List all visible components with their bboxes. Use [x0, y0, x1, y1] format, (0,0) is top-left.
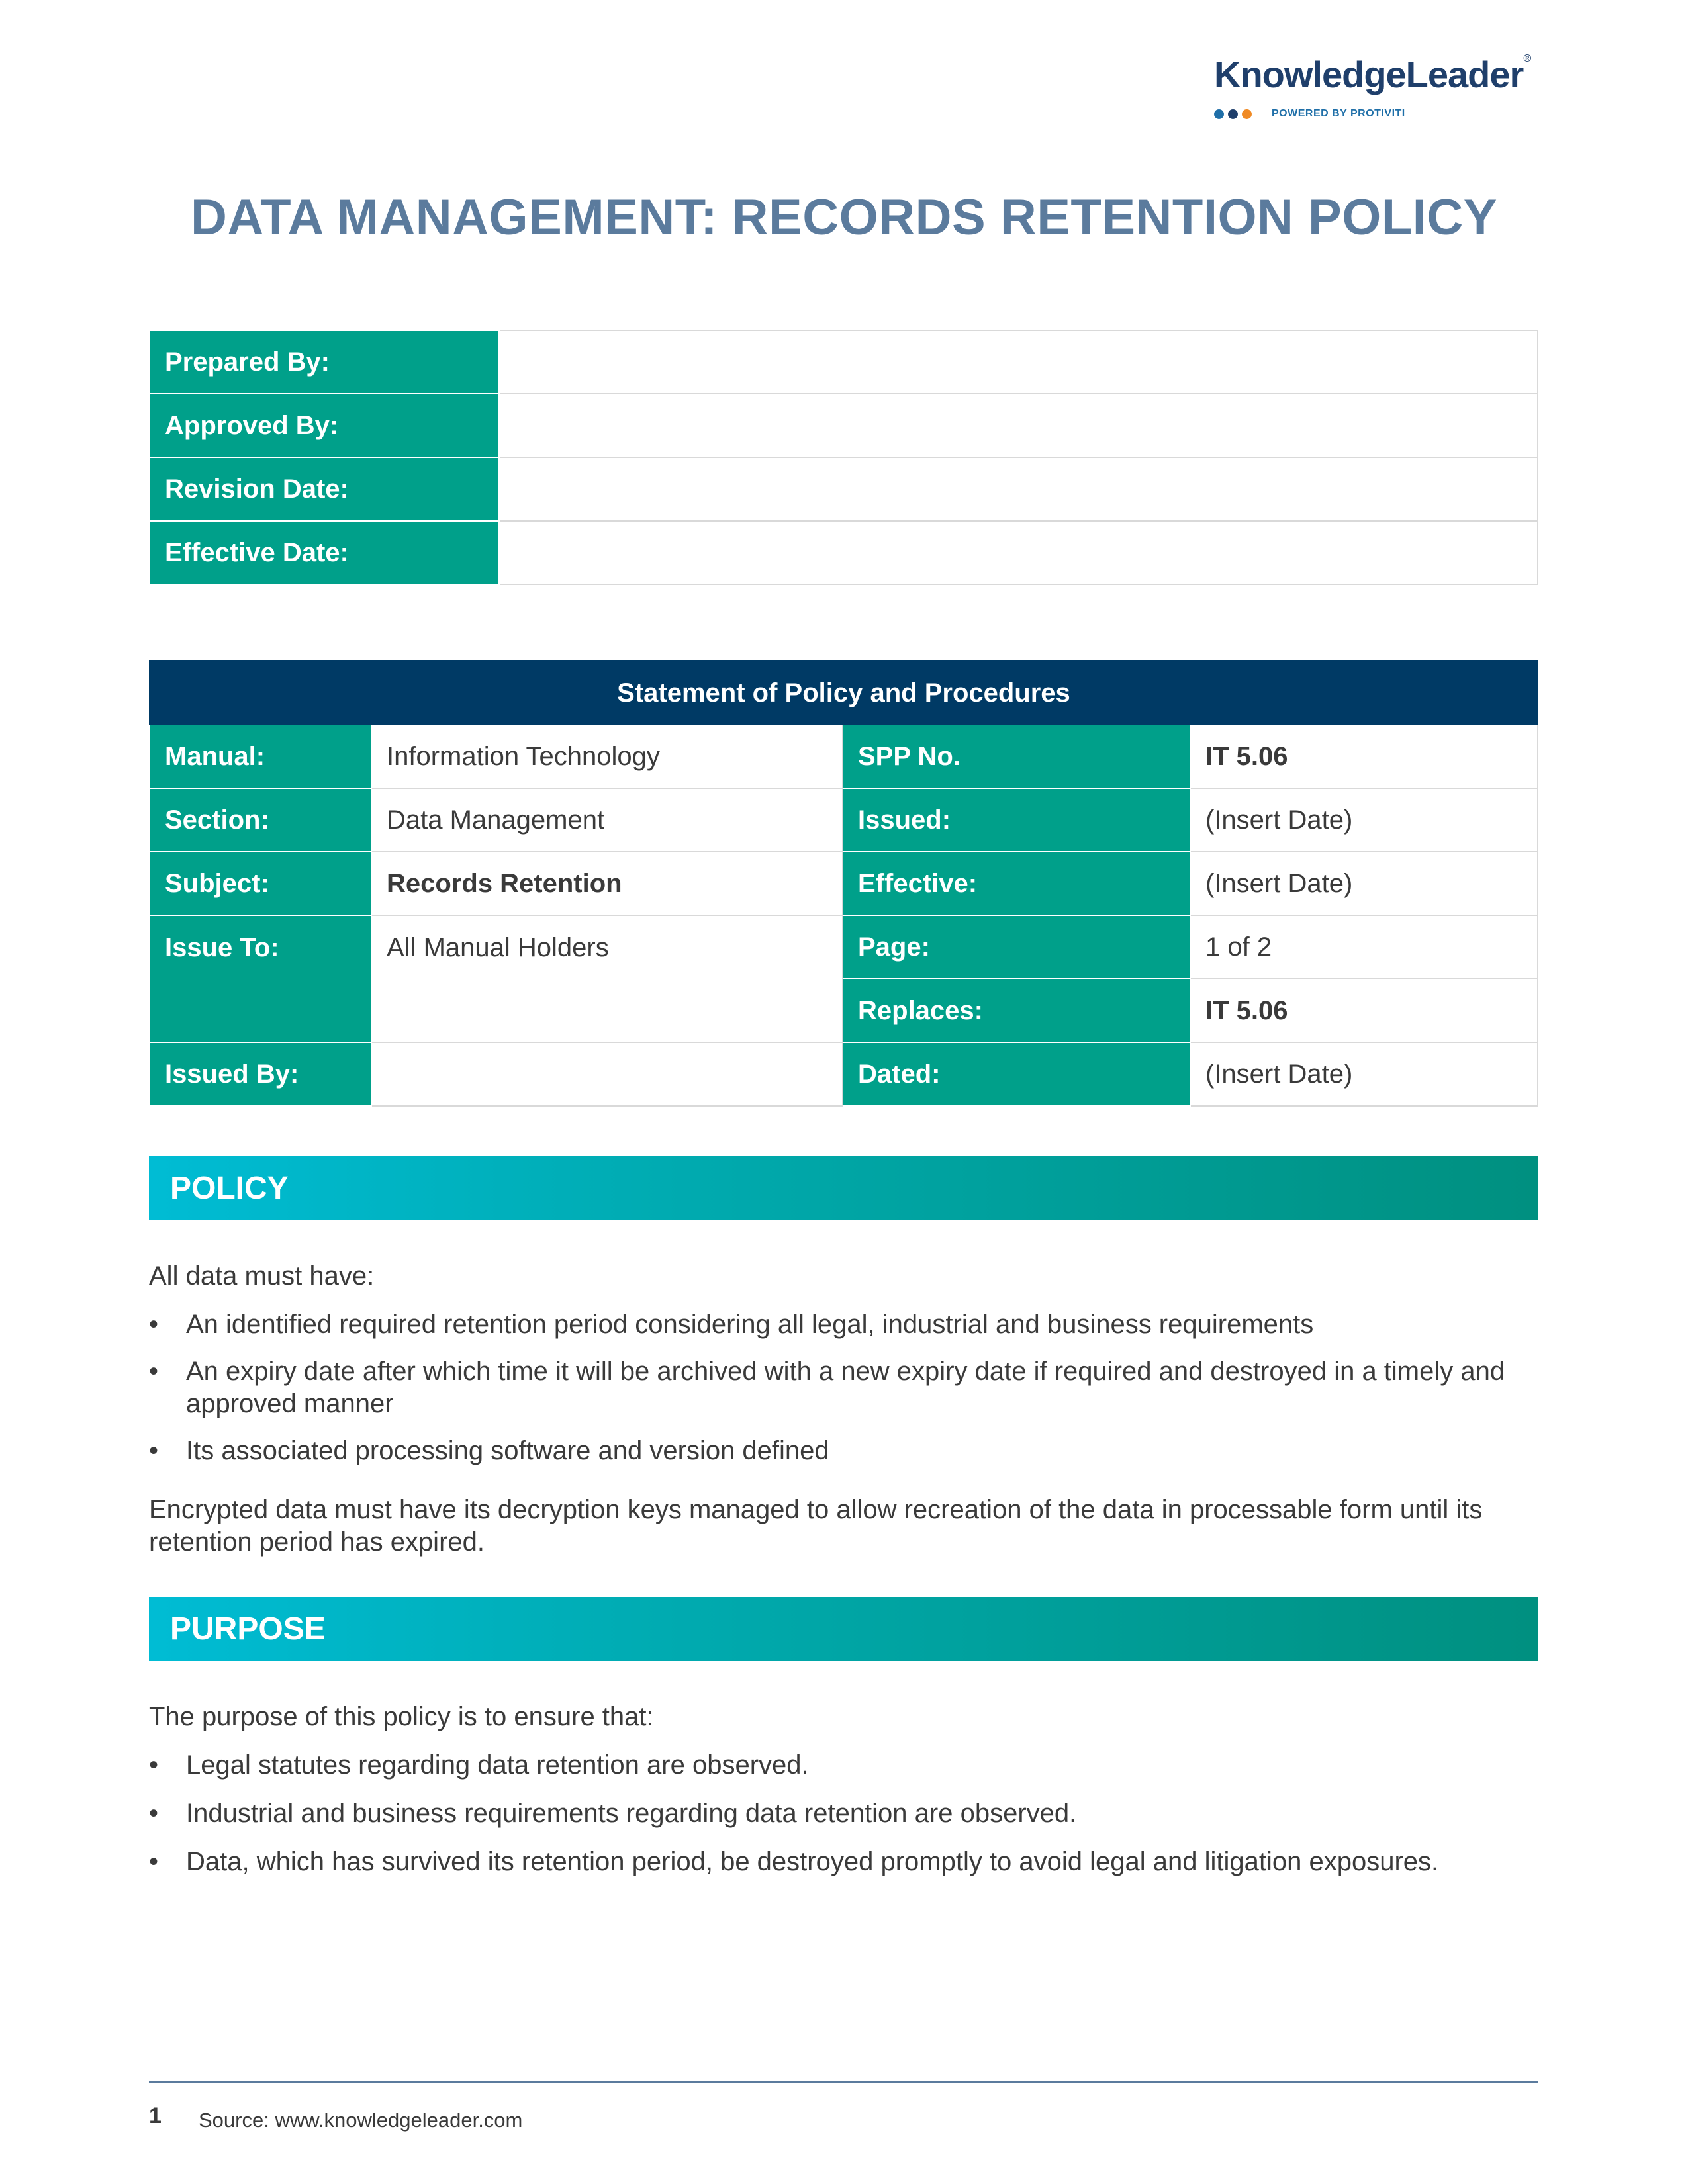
approved-by-field[interactable] [499, 394, 1538, 457]
prepared-by-field[interactable] [499, 330, 1538, 394]
footer-divider [149, 2081, 1538, 2083]
purpose-bullet: • Data, which has survived its retention period, be destroyed promptly to avoid legal and litigation exposures. [149, 1846, 1538, 1878]
issued-by-value[interactable] [371, 1042, 843, 1106]
issued-value: (Insert Date) [1190, 788, 1538, 852]
section-value: Data Management [371, 788, 843, 852]
revision-date-field[interactable] [499, 457, 1538, 521]
spp-no-label: SPP No. [843, 725, 1190, 788]
logo-trademark: ® [1523, 53, 1531, 64]
page-value: 1 of 2 [1190, 915, 1538, 979]
spp-row-issue-to [150, 915, 1538, 979]
effective-label: Effective: [843, 852, 1190, 915]
spp-table [149, 660, 1538, 1107]
purpose-heading: PURPOSE [149, 1597, 1538, 1661]
spp-row-issued-by [150, 1042, 1538, 1106]
issued-label: Issued: [843, 788, 1190, 852]
spp-row-subject [150, 852, 1538, 915]
revision-date-row [150, 457, 1538, 521]
purpose-bullet: • Industrial and business requirements regarding data retention are observed. [149, 1797, 1538, 1830]
approved-by-label: Approved By: [150, 394, 499, 457]
issue-to-label: Issue To: [150, 915, 371, 1042]
document-title: DATA MANAGEMENT: RECORDS RETENTION POLICY [191, 189, 1497, 246]
issue-to-value: All Manual Holders [371, 915, 843, 1042]
subject-label: Subject: [150, 852, 371, 915]
effective-value: (Insert Date) [1190, 852, 1538, 915]
policy-closing: Encrypted data must have its decryption keys managed to allow recreation of the data in processable form until its retention period has expired. [149, 1495, 1483, 1557]
dated-value: (Insert Date) [1190, 1042, 1538, 1106]
subject-value: Records Retention [371, 852, 843, 915]
spp-row-section [150, 788, 1538, 852]
prepared-by-label: Prepared By: [150, 330, 499, 394]
policy-intro: All data must have: [149, 1261, 375, 1291]
effective-date-label: Effective Date: [150, 521, 499, 584]
knowledgeleader-logo [1214, 53, 1538, 126]
purpose-bullet: • Legal statutes regarding data retention are observed. [149, 1749, 1538, 1782]
policy-bullet: • An identified required retention period considering all legal, industrial and business requirements [149, 1308, 1538, 1341]
dated-label: Dated: [843, 1042, 1190, 1106]
approved-by-row [150, 394, 1538, 457]
logo-dot-1 [1214, 109, 1224, 119]
policy-body [149, 1260, 1538, 1559]
approval-table [149, 330, 1538, 585]
purpose-body [149, 1701, 1538, 1878]
logo-powered-by: POWERED BY PROTIVITI [1272, 108, 1405, 119]
spp-row-manual [150, 725, 1538, 788]
effective-date-field[interactable] [499, 521, 1538, 584]
issued-by-label: Issued By: [150, 1042, 371, 1106]
effective-date-row [150, 521, 1538, 584]
spp-header: Statement of Policy and Procedures [150, 661, 1538, 725]
logo-dot-2 [1228, 109, 1238, 119]
spp-no-value: IT 5.06 [1190, 725, 1538, 788]
prepared-by-row [150, 330, 1538, 394]
purpose-intro: The purpose of this policy is to ensure that: [149, 1702, 654, 1731]
logo-dot-3 [1242, 109, 1252, 119]
policy-bullet: • An expiry date after which time it will be archived with a new expiry date if required and destroyed in a timely and approved manner [149, 1355, 1538, 1420]
logo-tagline [1214, 106, 1405, 122]
manual-label: Manual: [150, 725, 371, 788]
manual-value: Information Technology [371, 725, 843, 788]
footer-source: Source: www.knowledgeleader.com [199, 2109, 523, 2132]
policy-bullet: • Its associated processing software and version defined [149, 1435, 1538, 1467]
policy-heading: POLICY [149, 1156, 1538, 1220]
logo-name: KnowledgeLeader [1214, 54, 1524, 95]
page-label: Page: [843, 915, 1190, 979]
section-label: Section: [150, 788, 371, 852]
policy-bullet-list [149, 1308, 1538, 1467]
replaces-label: Replaces: [843, 979, 1190, 1042]
page-number: 1 [149, 2103, 162, 2128]
revision-date-label: Revision Date: [150, 457, 499, 521]
purpose-bullet-list [149, 1749, 1538, 1878]
replaces-value: IT 5.06 [1190, 979, 1538, 1042]
